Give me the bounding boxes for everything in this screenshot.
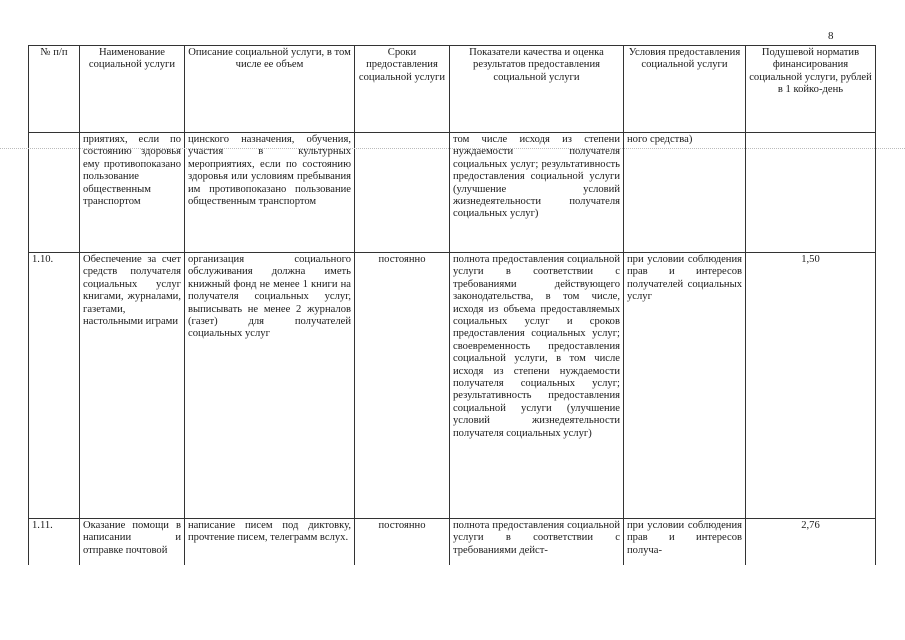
row-terms — [355, 133, 450, 253]
table-row — [29, 133, 876, 253]
row-quality: полнота предоставления социальной услуги в соответствии с требованиями действующего законодательства, в том числе, исходя из объема предоставляемых социальных услуг и сроков предоставления социальных услуг; своевременность предоставления социальной услуги, в том числе исходя из степени нуждаемости получателя социальных услуг; результативность предоставления социальной услуги (улучшение условий жизнедеятельности получателя социальных услуг) — [450, 253, 624, 519]
row-norm: 2,76 — [746, 519, 876, 565]
row-description: написание писем под диктовку, прочтение писем, телеграмм вслух. — [185, 519, 355, 565]
row-description: цинского назначения, обучения, участия в культурных мероприятиях, если по состоянию здоровья или условиям пребывания им противопоказано пользование общественным транспортом — [185, 133, 355, 253]
row-conditions: ного средства) — [624, 133, 746, 253]
row-quality: том числе исходя из степени нуждаемости получателя социальных услуг; результативность предоставления социальной услуги (улучшение условий жизнедеятельности получателя социальных услуг) — [450, 133, 624, 253]
page-number: 8 — [828, 30, 834, 42]
header-name: Наименование социальной услуги — [80, 46, 185, 133]
table-row — [29, 519, 876, 565]
header-norm: Подушевой норматив финансирования социальной услуги, рублей в 1 койко-день — [746, 46, 876, 133]
row-num — [29, 133, 80, 253]
table-row — [29, 253, 876, 519]
row-name: приятиях, если по состоянию здоровья ему противопоказано пользование общественным транспортом — [80, 133, 185, 253]
row-conditions: при условии соблюдения прав и интересов получателей социальных услуг — [624, 253, 746, 519]
row-norm: 1,50 — [746, 253, 876, 519]
header-description: Описание социальной услуги, в том числе ее объем — [185, 46, 355, 133]
header-terms: Сроки предоставления социальной услуги — [355, 46, 450, 133]
scan-artifact-line — [0, 148, 905, 150]
services-table — [28, 45, 876, 565]
header-conditions: Условия предоставления социальной услуги — [624, 46, 746, 133]
row-description: организация социального обслуживания должна иметь книжный фонд не менее 1 книги на получателя социальных услуг, выписывать не менее 2 журналов (газет) для получателей социальных услуг — [185, 253, 355, 519]
header-num: № п/п — [29, 46, 80, 133]
header-row — [29, 46, 876, 133]
row-conditions: при условии соблюдения прав и интересов получа- — [624, 519, 746, 565]
row-quality: полнота предоставления социальной услуги в соответствии с требованиями дейст- — [450, 519, 624, 565]
row-name: Обеспечение за счет средств получателя социальных услуг книгами, журналами, газетами, настольными играми — [80, 253, 185, 519]
row-terms: постоянно — [355, 519, 450, 565]
header-quality: Показатели качества и оценка результатов предоставления социальной услуги — [450, 46, 624, 133]
row-num: 1.10. — [29, 253, 80, 519]
row-name: Оказание помощи в написании и отправке почтовой — [80, 519, 185, 565]
row-num: 1.11. — [29, 519, 80, 565]
row-norm — [746, 133, 876, 253]
row-terms: постоянно — [355, 253, 450, 519]
